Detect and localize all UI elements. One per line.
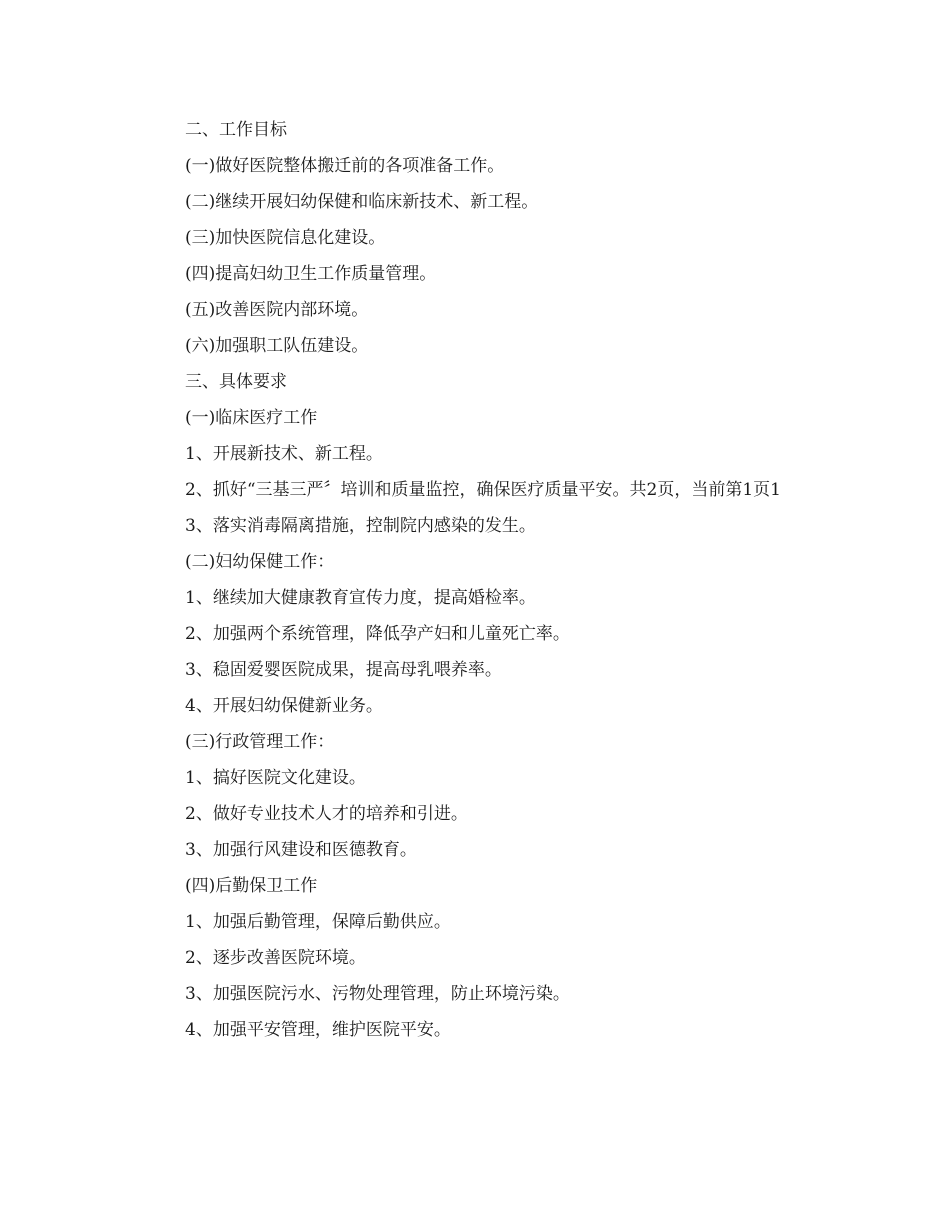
requirement-item: 2、抓好“三基三严〞培训和质量监控，确保医疗质量平安。共2页，当前第1页1 <box>185 480 781 500</box>
requirement-item: 3、稳固爱婴医院成果，提高母乳喂养率。 <box>185 660 502 680</box>
requirement-item: 1、搞好医院文化建设。 <box>185 768 366 788</box>
goal-item: (六)加强职工队伍建设。 <box>185 336 369 356</box>
subsection-heading-clinical: (一)临床医疗工作 <box>185 408 318 428</box>
requirement-item: 4、加强平安管理，维护医院平安。 <box>185 1020 451 1040</box>
requirement-item: 1、加强后勤管理，保障后勤供应。 <box>185 912 451 932</box>
goal-item: (五)改善医院内部环境。 <box>185 300 369 320</box>
requirement-item: 1、开展新技术、新工程。 <box>185 444 383 464</box>
goal-item: (一)做好医院整体搬迁前的各项准备工作。 <box>185 156 505 176</box>
subsection-heading-maternal-child: (二)妇幼保健工作： <box>185 552 335 572</box>
document-body <box>147 112 807 1048</box>
requirement-item: 3、加强医院污水、污物处理管理，防止环境污染。 <box>185 984 570 1004</box>
subsection-heading-logistics: (四)后勤保卫工作 <box>185 876 318 896</box>
requirement-item: 3、落实消毒隔离措施，控制院内感染的发生。 <box>185 516 536 536</box>
requirement-item: 2、做好专业技术人才的培养和引进。 <box>185 804 468 824</box>
requirement-item: 1、继续加大健康教育宣传力度，提高婚检率。 <box>185 588 536 608</box>
requirement-item: 2、逐步改善医院环境。 <box>185 948 366 968</box>
requirement-item: 2、加强两个系统管理，降低孕产妇和儿童死亡率。 <box>185 624 570 644</box>
goal-item: (三)加快医院信息化建设。 <box>185 228 386 248</box>
section-heading-requirements: 三、具体要求 <box>185 372 287 392</box>
goal-item: (四)提高妇幼卫生工作质量管理。 <box>185 264 437 284</box>
subsection-heading-administration: (三)行政管理工作： <box>185 732 335 752</box>
goal-item: (二)继续开展妇幼保健和临床新技术、新工程。 <box>185 192 539 212</box>
requirement-item: 4、开展妇幼保健新业务。 <box>185 696 383 716</box>
requirement-item: 3、加强行风建设和医德教育。 <box>185 840 417 860</box>
section-heading-work-goals: 二、工作目标 <box>185 120 287 140</box>
